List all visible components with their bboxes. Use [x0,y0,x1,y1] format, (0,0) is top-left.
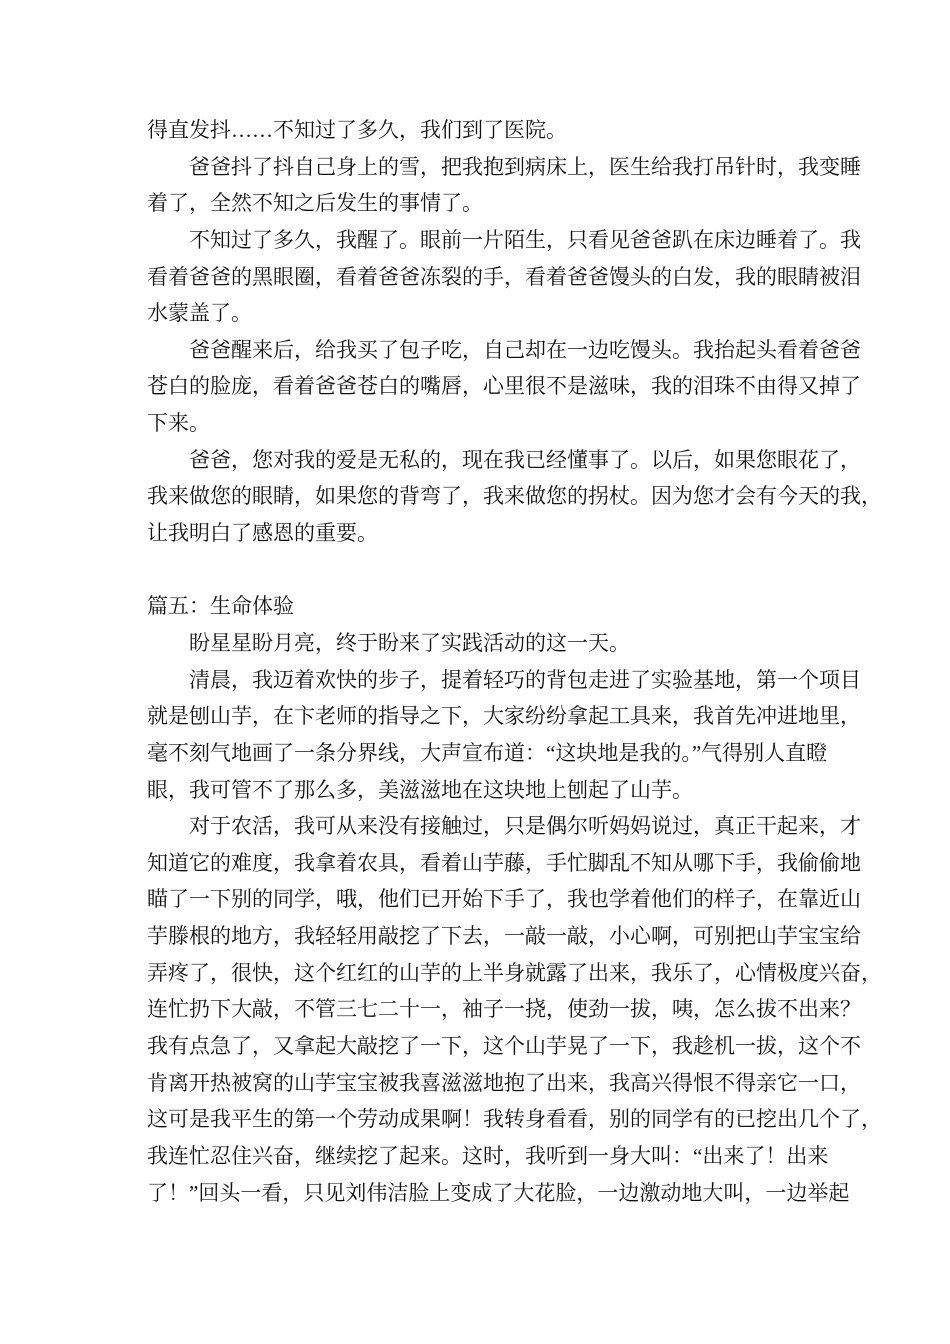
text-line: 爸爸，您对我的爱是无私的，现在我已经懂事了。以后，如果您眼花了， [189,447,861,472]
paragraph [147,332,861,442]
text-line: 芋滕根的地方，我轻轻用敲挖了下去，一敲一敲，小心啊，可别把山芋宝宝给 [147,924,861,949]
section-heading [147,588,827,625]
text-line: 眼，我可管不了那么多，美滋滋地在这块地上刨起了山芋。 [147,777,693,802]
text-line: 这可是我平生的第一个劳动成果啊！我转身看看，别的同学有的已挖出几个了， [147,1107,882,1132]
text-line: 不知过了多久，我醒了。眼前一片陌生，只看见爸爸趴在床边睡着了。我 [189,227,861,252]
paragraph [147,662,861,809]
paragraph [147,222,861,332]
paragraph [147,112,827,149]
text-line: 爸爸抖了抖自己身上的雪，把我抱到病床上，医生给我打吊针时，我变睡 [189,154,861,179]
text-line: 毫不刻气地画了一条分界线，大声宣布道：“这块地是我的。”气得别人直瞪 [147,740,828,765]
text-line: 看着爸爸的黑眼圈，看着爸爸冻裂的手，看着爸爸馒头的白发，我的眼睛被泪 [147,264,861,289]
text-line: 下来。 [147,411,210,436]
text-line: 连忙扔下大敲，不管三七二十一，袖子一挠，使劲一拔，咦，怎么拔不出来？ [147,997,861,1022]
text-line: 清晨，我迈着欢快的步子，提着轻巧的背包走进了实验基地，第一个项目 [189,667,861,692]
text-line: 水蒙盖了。 [147,301,252,326]
text-line: 我来做您的眼睛，如果您的背弯了，我来做您的拐杖。因为您才会有今天的我， [147,484,882,509]
text-line: 瞄了一下别的同学，哦，他们已开始下手了，我也学着他们的样子，在靠近山 [147,887,861,912]
paragraph [147,149,861,222]
text-line: 就是刨山芋，在卞老师的指导之下，大家纷纷拿起工具来，我首先冲进地里， [147,704,861,729]
text-line: 我有点急了，又拿起大敲挖了一下，这个山芋晃了一下，我趁机一拔，这个不 [147,1034,861,1059]
text-line: 让我明白了感恩的重要。 [147,521,378,546]
heading-text: 篇五：生命体验 [147,594,294,619]
text-line: 知道它的难度，我拿着农具，看着山芋藤，手忙脚乱不知从哪下手，我偷偷地 [147,850,861,875]
paragraph [147,808,882,1211]
text-line: 弄疼了，很快，这个红红的山芋的上半身就露了出来，我乐了，心情极度兴奋， [147,960,882,985]
text-line: 了！”回头一看，只见刘伟洁脸上变成了大花脸，一边激动地大叫，一边举起 [147,1180,850,1205]
text-line: 得直发抖……不知过了多久，我们到了医院。 [147,118,567,142]
blank-line [147,552,827,589]
text-line: 对于农活，我可从来没有接触过，只是偶尔听妈妈说过，真正干起来，才 [189,814,861,839]
paragraph [147,442,882,552]
paragraph [147,625,827,662]
text-line: 盼星星盼月亮，终于盼来了实践活动的这一天。 [189,630,630,655]
text-line: 肯离开热被窝的山芋宝宝被我喜滋滋地抱了出来，我高兴得恨不得亲它一口， [147,1070,861,1095]
text-line: 我连忙忍住兴奋，继续挖了起来。这时，我听到一身大叫：“出来了！出来 [147,1143,829,1168]
document-page [147,112,882,1211]
text-line: 着了，全然不知之后发生的事情了。 [147,191,483,216]
text-line: 爸爸醒来后，给我买了包子吃，自己却在一边吃馒头。我抬起头看着爸爸 [189,337,861,362]
text-line: 苍白的脸庞，看着爸爸苍白的嘴唇，心里很不是滋味，我的泪珠不由得又掉了 [147,374,861,399]
